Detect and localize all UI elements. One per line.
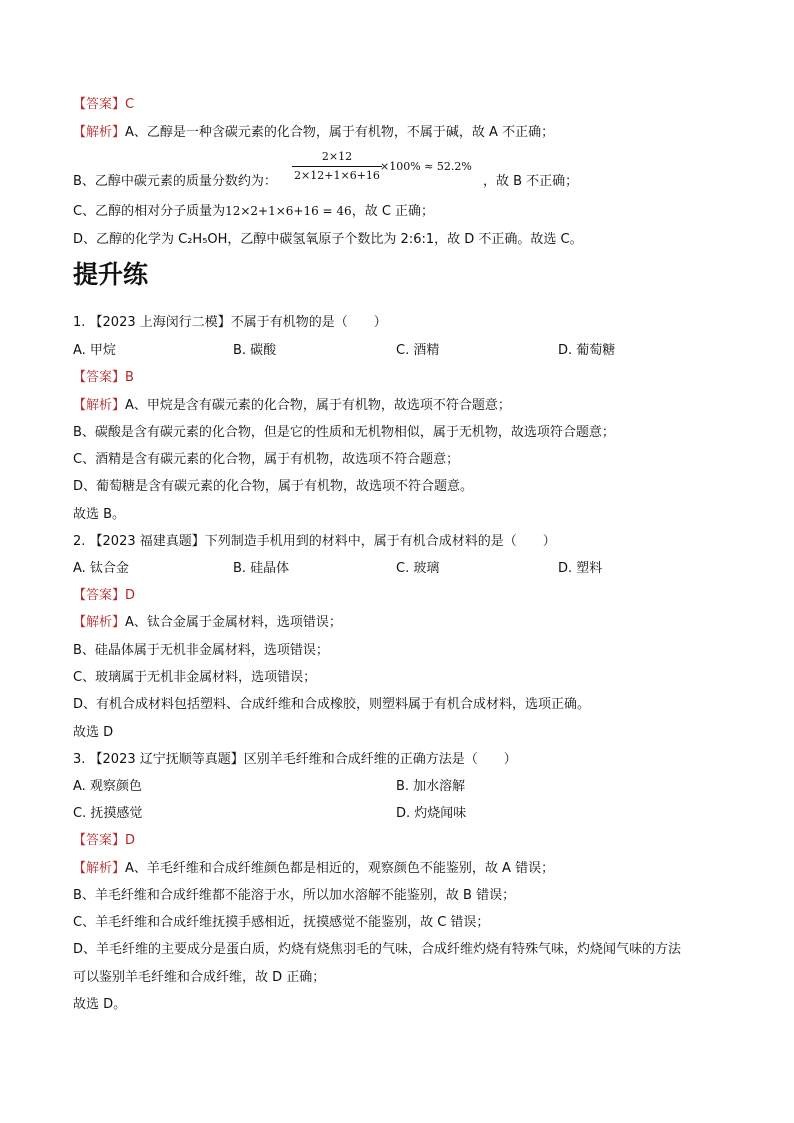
analysis-line: [73, 124, 554, 142]
analysis-text: A、钛合金属于金属材料，选项错误；: [125, 615, 342, 630]
fraction-numerator: 2×12: [321, 150, 353, 163]
analysis-b-suffix: ，故 B 不正确；: [483, 174, 579, 189]
option-a: A. 甲烷: [73, 343, 116, 358]
option-b: B. 硅晶体: [233, 561, 290, 576]
analysis-text: C、酒精是含有碳元素的化合物，属于有机物，故选项不符合题意；: [73, 452, 460, 467]
question-stem: 2. 【2023 福建真题】下列制造手机用到的材料中，属于有机合成材料的是（ ）: [73, 534, 556, 549]
analysis-text: A、羊毛纤维和合成纤维颜色都是相近的，观察颜色不能鉴别，故 A 错误；: [125, 861, 555, 876]
analysis-text: C、羊毛纤维和合成纤维抚摸手感相近，抚摸感觉不能鉴别，故 C 错误；: [73, 915, 490, 930]
mass-fraction-formula: [292, 150, 382, 183]
analysis-text: D、葡萄糖是含有碳元素的化合物，属于有机物，故选项不符合题意。: [73, 479, 474, 494]
analysis-text: D、羊毛纤维的主要成分是蛋白质，灼烧有烧焦羽毛的气味，合成纤维灼烧有特殊气味，灼烧闻气味的方法: [73, 942, 682, 957]
analysis-c-line: [73, 202, 434, 221]
answer-value: D: [125, 833, 136, 848]
option-b: B. 加水溶解: [396, 779, 466, 794]
answer-label: 【答案】: [73, 370, 126, 385]
analysis-label: 【解析】: [73, 398, 126, 413]
analysis-text: A、甲烷是含有碳元素的化合物，属于有机物，故选项不符合题意；: [125, 398, 511, 413]
answer-label: 【答案】: [73, 97, 126, 112]
analysis-d-line: D、乙醇的化学为 C₂H₅OH，乙醇中碳氢氧原子个数比为 2:6:1，故 D 不正确。故选 C。: [73, 232, 583, 247]
analysis-text: B、羊毛纤维和合成纤维都不能溶于水，所以加水溶解不能鉴别，故 B 错误；: [73, 888, 516, 903]
conclusion: 故选 D。: [73, 997, 127, 1012]
answer-value: B: [125, 370, 134, 385]
analysis-line: [73, 397, 511, 415]
fraction-denominator: 2×12+1×6+16: [294, 169, 380, 182]
option-c: C. 玻璃: [396, 561, 440, 576]
answer-line: [73, 587, 135, 605]
option-d: D. 灼烧闻味: [396, 806, 467, 821]
answer-line: [73, 832, 135, 850]
answer-label: 【答案】: [73, 588, 126, 603]
option-b: B. 碳酸: [233, 343, 277, 358]
analysis-text: B、碳酸是含有碳元素的化合物，但是它的性质和无机物相似，属于无机物，故选项符合题意；: [73, 425, 615, 440]
molar-mass-formula: 12×2+1×6+16 = 46: [225, 204, 352, 218]
analysis-label: 【解析】: [73, 125, 126, 140]
option-d: D. 葡萄糖: [558, 343, 616, 358]
answer-value: C: [125, 97, 135, 112]
analysis-label: 【解析】: [73, 615, 126, 630]
analysis-text: C、玻璃属于无机非金属材料，选项错误；: [73, 670, 317, 685]
analysis-c-prefix: C、乙醇的相对分子质量为: [73, 204, 226, 219]
analysis-b-prefix: B、乙醇中碳元素的质量分数约为：: [73, 174, 277, 189]
option-d: D. 塑料: [558, 561, 603, 576]
analysis-text: B、硅晶体属于无机非金属材料，选项错误；: [73, 643, 329, 658]
option-c: C. 酒精: [396, 343, 440, 358]
analysis-line: [73, 860, 554, 878]
analysis-label: 【解析】: [73, 861, 126, 876]
analysis-c-suffix: ，故 C 正确；: [351, 204, 435, 219]
answer-label: 【答案】: [73, 833, 126, 848]
question-stem: 3. 【2023 辽宁抚顺等真题】区别羊毛纤维和合成纤维的正确方法是（ ）: [73, 752, 517, 767]
section-title: 提升练: [73, 260, 149, 289]
analysis-text: D、有机合成材料包括塑料、合成纤维和合成橡胶，则塑料属于有机合成材料，选项正确。: [73, 697, 591, 712]
answer-line: [73, 96, 134, 114]
fraction-bar: [292, 166, 382, 167]
option-a: A. 钛合金: [73, 561, 129, 576]
conclusion: 故选 B。: [73, 507, 126, 522]
answer-line: [73, 369, 134, 387]
option-c: C. 抚摸感觉: [73, 806, 143, 821]
analysis-text: A、乙醇是一种含碳元素的化合物，属于有机物，不属于碱，故 A 不正确；: [125, 125, 555, 140]
analysis-text: 可以鉴别羊毛纤维和合成纤维，故 D 正确；: [73, 970, 326, 985]
analysis-line: [73, 614, 342, 632]
conclusion: 故选 D: [73, 725, 114, 740]
option-a: A. 观察颜色: [73, 779, 142, 794]
answer-value: D: [125, 588, 136, 603]
fraction-tail: ×100% ≈ 52.2%: [380, 160, 472, 173]
question-stem: 1. 【2023 上海闵行二模】不属于有机物的是（ ）: [73, 315, 387, 330]
